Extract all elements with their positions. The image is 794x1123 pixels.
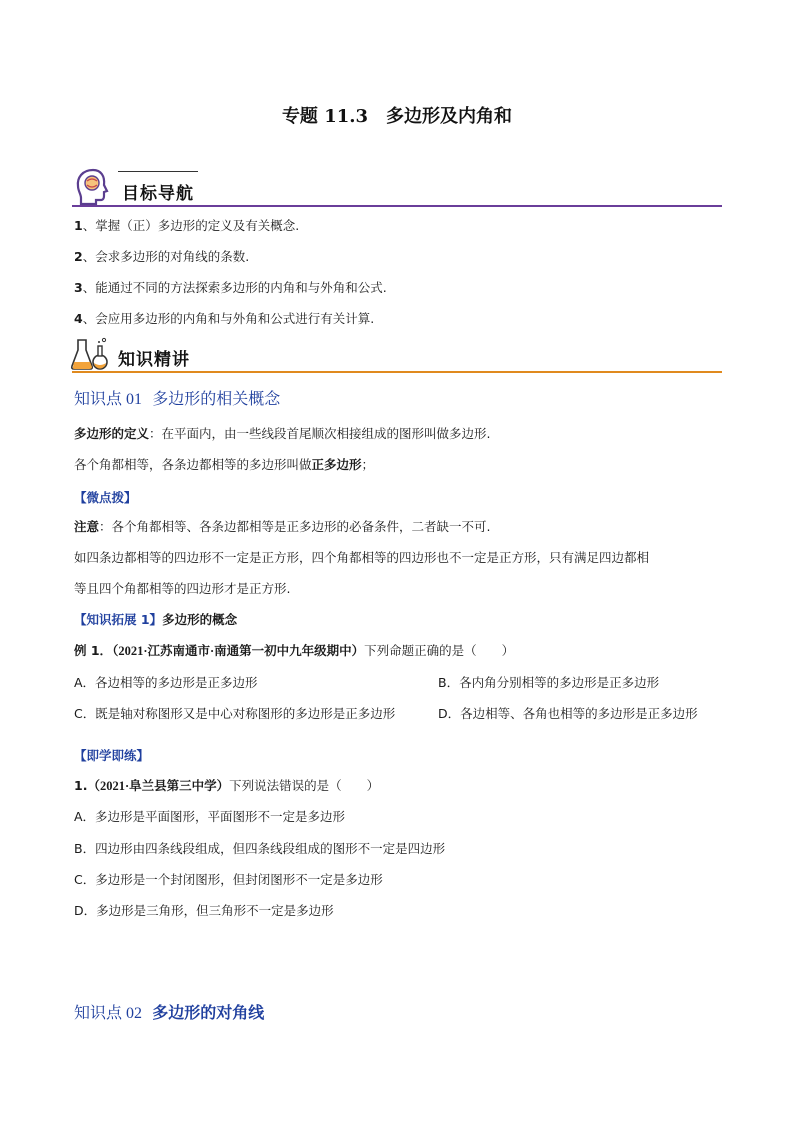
example1-option-d: D．各边相等、各角也相等的多边形是正多边形: [438, 706, 698, 721]
practice1-option-b: B．四边形由四条线段组成，但四条线段组成的图形不一定是四边形: [74, 841, 446, 856]
practice1-option-c: C．多边形是一个封闭图形，但封闭图形不一定是多边形: [74, 872, 383, 887]
kp1-title: 多边形的相关概念: [152, 389, 281, 408]
practice1-option-a: A．多边形是平面图形，平面图形不一定是多边形: [74, 809, 346, 824]
example1-option-c: C．既是轴对称图形又是中心对称图形的多边形是正多边形: [74, 706, 396, 721]
example1-question: 例 1．（2021·江苏南通市·南通第一初中九年级期中）下列命题正确的是（ ）: [74, 643, 515, 658]
practice-label: 【即学即练】: [74, 748, 150, 763]
kp2-heading: [74, 1000, 264, 1023]
example1-option-b: B．各内角分别相等的多边形是正多边形: [438, 675, 660, 690]
section1-rule: [72, 205, 722, 207]
goal-item-1: 1、掌握（正）多边形的定义及有关概念.: [74, 218, 300, 233]
section1-label: 目标导航: [122, 184, 194, 204]
page-title: 专题 11.3 多边形及内角和: [281, 106, 513, 127]
example1-option-a: A．各边相等的多边形是正多边形: [74, 675, 258, 690]
regular-polygon-line: 各个角都相等，各条边都相等的多边形叫做正多边形；: [74, 457, 375, 472]
extension-heading: 【知识拓展 1】多边形的概念: [74, 612, 238, 627]
section1-top-rule: [118, 171, 198, 172]
practice1-question: 1.（2021·阜兰县第三中学）下列说法错误的是（ ）: [74, 778, 380, 793]
goal-item-2: 2、会求多边形的对角线的条数.: [74, 249, 250, 264]
tip-label: 【微点拨】: [74, 490, 137, 505]
note-line-3: 等且四个角都相等的四边形才是正方形.: [74, 581, 291, 596]
brain-icon: [72, 166, 114, 208]
kp1-number: 知识点 01: [74, 391, 143, 408]
kp1-heading: [74, 386, 280, 409]
definition-line: 多边形的定义：在平面内，由一些线段首尾顺次相接组成的图形叫做多边形.: [74, 426, 491, 441]
section2-rule: [72, 371, 722, 373]
goal-item-3: 3、能通过不同的方法探索多边形的内角和与外角和公式.: [74, 280, 387, 295]
note-line-2: 如四条边都相等的四边形不一定是正方形，四个角都相等的四边形也不一定是正方形，只有满足四边都相: [74, 550, 650, 565]
kp2-title: 多边形的对角线: [152, 1003, 265, 1022]
note-line-1: 注意：各个角都相等、各条边都相等是正多边形的必备条件，二者缺一不可.: [74, 519, 491, 534]
practice1-option-d: D．多边形是三角形，但三角形不一定是多边形: [74, 903, 334, 918]
kp2-number: 知识点 02: [74, 1005, 143, 1022]
flask-icon: [70, 336, 110, 372]
goal-item-4: 4、会应用多边形的内角和与外角和公式进行有关计算.: [74, 311, 375, 326]
section2-label: 知识精讲: [118, 350, 190, 370]
